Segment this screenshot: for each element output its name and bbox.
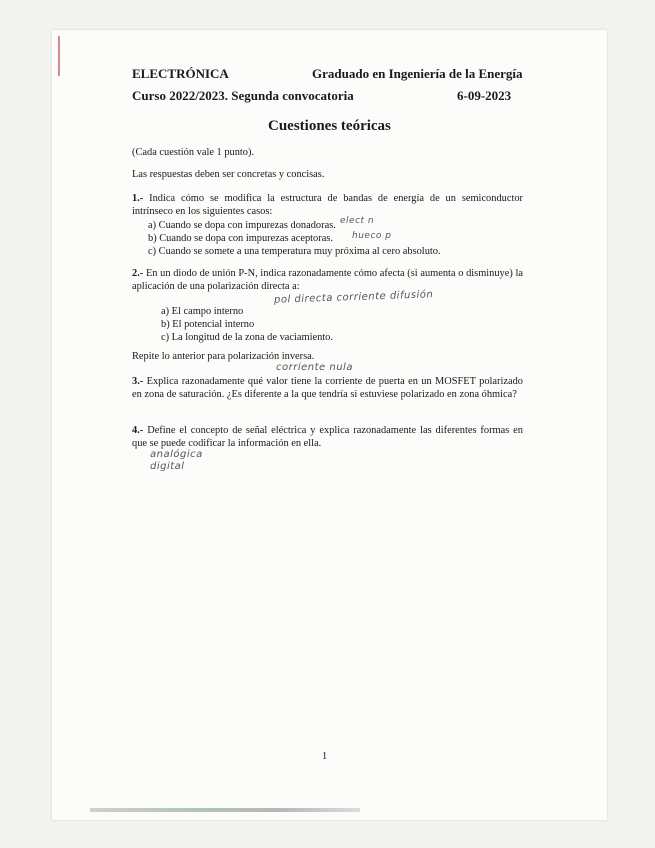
question-1 [132,193,523,218]
handwritten-note-q1b: hueco p [352,231,392,241]
question-4 [132,425,523,450]
question-2-item-c: c) La longitud de la zona de vaciamiento. [161,332,333,343]
question-3-text: Explica razonadamente qué valor tiene la corriente de puerta en un MOSFET polarizado en zona de saturación. ¿Es diferente a la que tendría si estuviese polarizado en zona óhmica? [132,376,523,400]
question-4-number: 4.- [132,425,144,436]
question-2-item-b: b) El potencial interno [161,319,255,330]
question-1-item-a: a) Cuando se dopa con impurezas donadoras. [148,220,336,231]
page-title: Cuestiones teóricas [268,118,391,134]
question-2-repeat: Repite lo anterior para polarización inversa. [132,351,315,362]
course-name: ELECTRÓNICA [132,66,229,81]
question-2-text: En un diodo de unión P-N, indica razonadamente cómo afecta (si aumenta o disminuye) la aplicación de una polarización directa a: [132,268,523,292]
question-3 [132,376,523,401]
question-1-number: 1.- [132,193,144,204]
answers-note: Las respuestas deben ser concretas y concisas. [132,169,325,180]
page-number: 1 [322,751,328,762]
points-note: (Cada cuestión vale 1 punto). [132,147,255,158]
question-1-text: Indica cómo se modifica la estructura de bandas de energía de un semiconductor intrínseco en los siguientes casos: [132,193,523,217]
question-2 [132,268,523,293]
exam-date: 6-09-2023 [457,88,512,103]
question-1-item-b: b) Cuando se dopa con impurezas aceptoras. [148,233,333,244]
exam-session: Curso 2022/2023. Segunda convocatoria [132,88,354,103]
degree-name: Graduado en Ingeniería de la Energía [312,66,523,81]
handwritten-note-q4-line1: analógica [150,449,203,460]
question-3-number: 3.- [132,376,144,387]
handwritten-note-q1a: elect n [340,216,375,226]
handwritten-note-q2: pol directa corriente difusión [273,289,434,306]
scan-artifact [90,808,360,812]
question-1-item-c: c) Cuando se somete a una temperatura muy próxima al cero absoluto. [148,246,441,257]
question-4-text: Define el concepto de señal eléctrica y explica razonadamente las diferentes formas en que se puede codificar la información en ella. [132,425,523,449]
handwritten-note-q4-line2: digital [150,461,185,472]
margin-mark [58,36,60,76]
question-2-item-a: a) El campo interno [161,306,244,317]
handwritten-note-q2-inverse: corriente nula [276,362,353,373]
question-2-number: 2.- [132,268,144,279]
